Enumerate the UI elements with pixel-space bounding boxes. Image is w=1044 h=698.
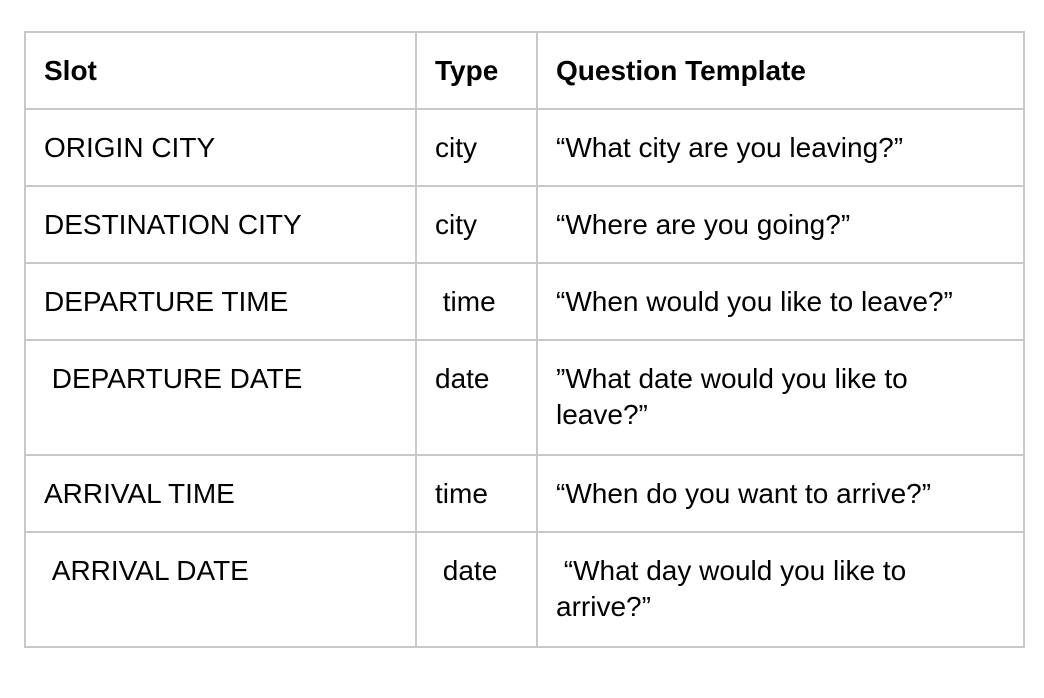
table-row <box>25 455 1024 532</box>
question-cell: “When do you want to arrive?” <box>537 455 1024 532</box>
slot-table <box>24 31 1025 648</box>
type-cell: city <box>416 186 537 263</box>
table-row <box>25 109 1024 186</box>
table-row <box>25 186 1024 263</box>
table-row <box>25 340 1024 455</box>
slot-cell: ORIGIN CITY <box>25 109 416 186</box>
type-cell: city <box>416 109 537 186</box>
header-slot: Slot <box>25 32 416 109</box>
type-cell: date <box>416 340 537 455</box>
question-cell: “What day would you like to arrive?” <box>537 532 1024 647</box>
type-cell: date <box>416 532 537 647</box>
slot-cell: DESTINATION CITY <box>25 186 416 263</box>
slot-cell: DEPARTURE TIME <box>25 263 416 340</box>
slot-cell: ARRIVAL DATE <box>25 532 416 647</box>
header-question-template: Question Template <box>537 32 1024 109</box>
table-header-row <box>25 32 1024 109</box>
question-cell: “When would you like to leave?” <box>537 263 1024 340</box>
question-cell: ”What date would you like to leave?” <box>537 340 1024 455</box>
type-cell: time <box>416 263 537 340</box>
table-row <box>25 532 1024 647</box>
slot-cell: ARRIVAL TIME <box>25 455 416 532</box>
header-type: Type <box>416 32 537 109</box>
table-row <box>25 263 1024 340</box>
question-cell: “Where are you going?” <box>537 186 1024 263</box>
slot-cell: DEPARTURE DATE <box>25 340 416 455</box>
question-cell: “What city are you leaving?” <box>537 109 1024 186</box>
type-cell: time <box>416 455 537 532</box>
